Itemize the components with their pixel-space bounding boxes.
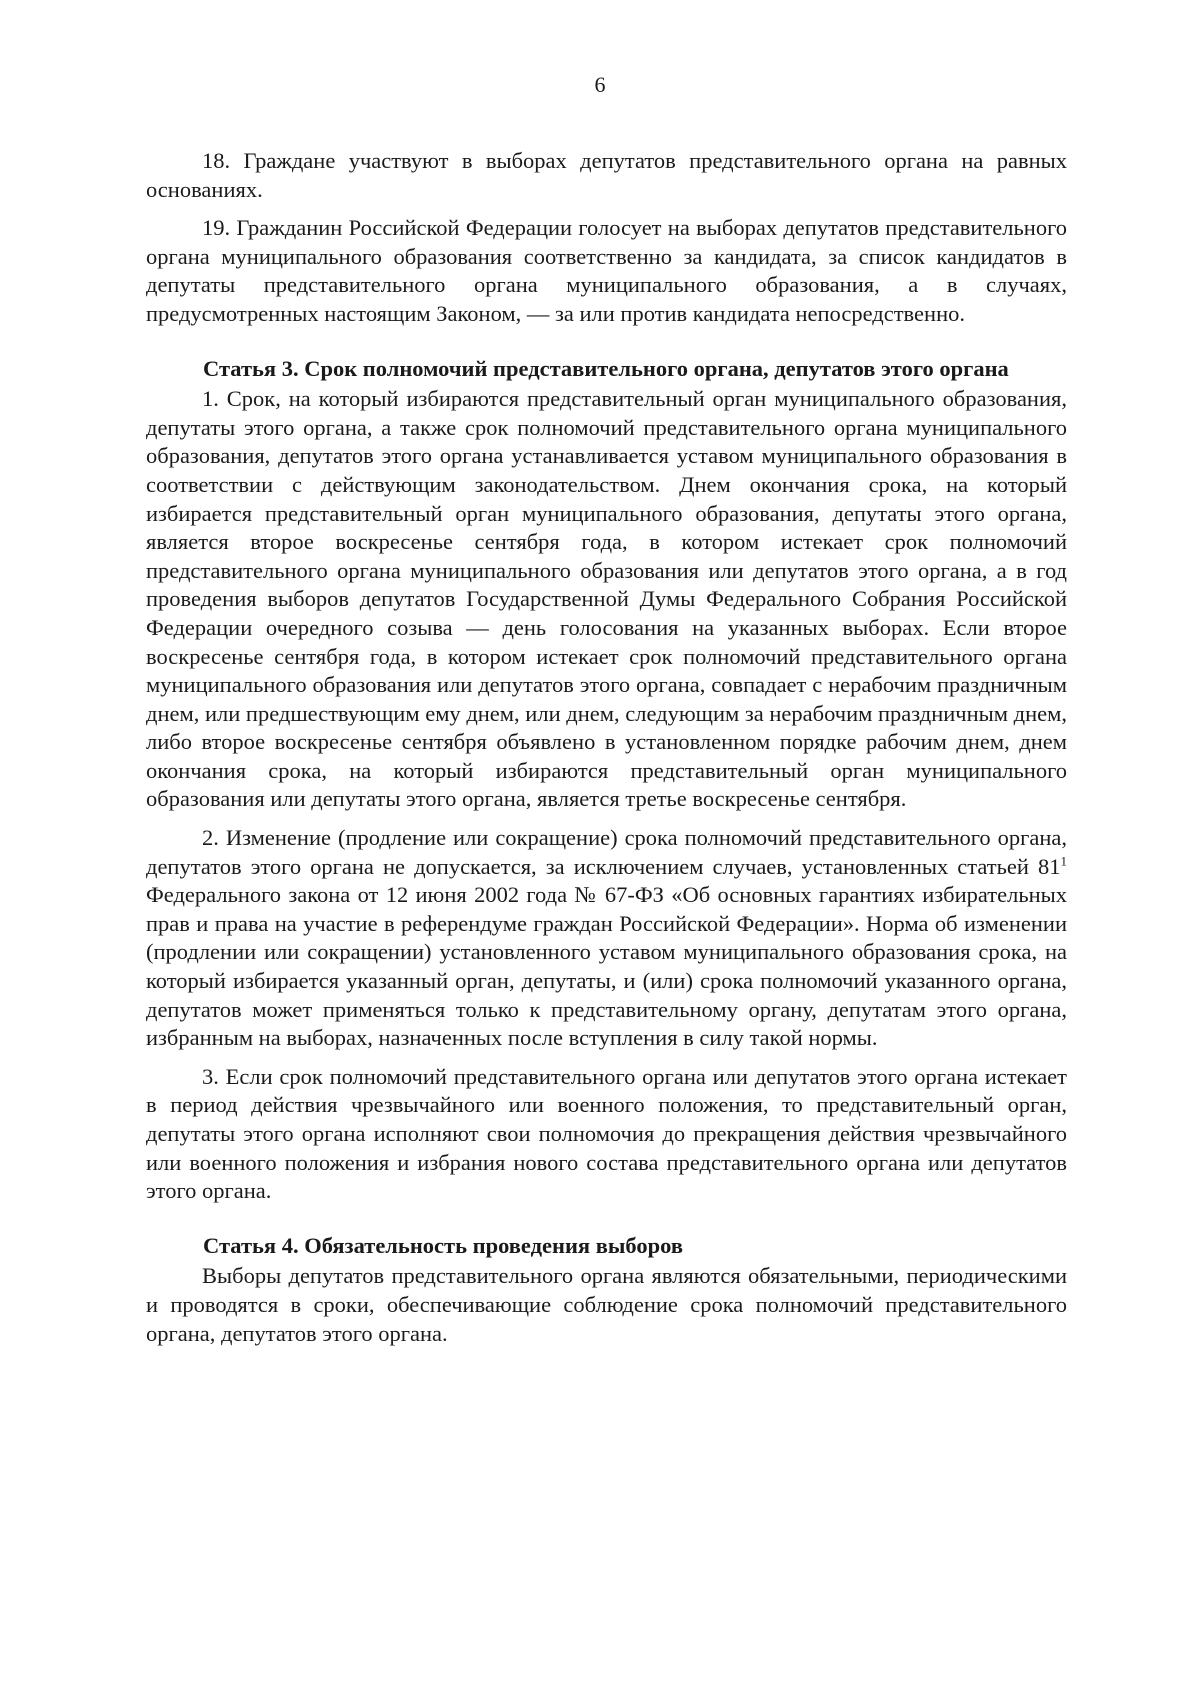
document-body xyxy=(146,147,1067,1358)
page-number: 6 xyxy=(594,72,606,97)
article-4-paragraph-1: Выборы депутатов представительного органа являются обязательными, периодическими и проводятся в сроки, обеспечивающие соблюдение срока полномочий представительного органа, депутатов этого органа. xyxy=(146,1263,1067,1346)
footnote-superscript: 1 xyxy=(1060,853,1067,869)
article-3-paragraph-2 xyxy=(146,824,1067,1053)
article-3-paragraph-3: 3. Если срок полномочий представительного органа или депутатов этого органа истекает в период действия чрезвычайного или военного положения, то представительный орган, депутаты этого органа исполняют свои полномочия до прекращения действия чрезвычайного или военного положения и избрания нового состава представительного органа или депутатов этого органа. xyxy=(146,1063,1067,1204)
article-3-paragraph-2-text-rest: Федерального закона от 12 июня 2002 года № 67-ФЗ «Об основных гарантиях избирательных прав и права на участие в референдуме граждан Российской Федерации». Норма об изменении (продлении или сокращении) установленного уставом муниципального образования срока, на который избирается указанный орган, депутаты, и (или) срока полномочий указанного органа, депутатов может применяться только к представительному органу, депутатам этого органа, избранным на выборах, назначенных после вступления в силу такой нормы. xyxy=(146,882,1067,1051)
paragraph-19: 19. Гражданин Российской Федерации голосует на выборах депутатов представительного органа муниципального образования соответственно за кандидата, за список кандидатов в депутаты представительного органа муниципального образования, а в случаях, предусмотренных настоящим Законом, — за или против кандидата непосредственно. xyxy=(146,215,1067,326)
article-3-paragraph-1: 1. Срок, на который избираются представительный орган муниципального образования, депутаты этого органа, а также срок полномочий представительного органа муниципального образования, депутатов этого органа устанавливается уставом муниципального образования в соответствии с действующим законодательством. Днем окончания срока, на который избирается представительный орган муниципального образования, депутаты этого органа, является второе воскресенье сентября года, в котором истекает срок полномочий представительного органа муниципального образования или депутатов этого органа, а в год проведения выборов депутатов Государственной Думы Федерального Собрания Российской Федерации очередного созыва — день голосования на указанных выборах. Если второе воскресенье сентября года, в котором истекает срок полномочий представительного органа муниципального образования или депутатов этого органа, совпадает с нерабочим праздничным днем, или предшествующим ему днем, или днем, следующим за нерабочим праздничным днем, либо второе воскресенье сентября объявлено в установленном порядке рабочим днем, днем окончания срока, на который избираются представительный орган муниципального образования или депутаты этого органа, является третье воскресенье сентября. xyxy=(146,386,1067,812)
paragraph-18: 18. Граждане участвуют в выборах депутатов представительного органа на равных основаниях. xyxy=(146,148,1067,202)
article-3-heading: Статья 3. Срок полномочий представительного органа, депутатов этого органа xyxy=(203,355,1009,381)
article-3-paragraph-2-text: 2. Изменение (продление или сокращение) срока полномочий представительного органа, депутатов этого органа не допускается, за исключением случаев, установленных статьей 81 xyxy=(146,825,1067,879)
article-4-heading: Статья 4. Обязательность проведения выборов xyxy=(203,1232,683,1258)
